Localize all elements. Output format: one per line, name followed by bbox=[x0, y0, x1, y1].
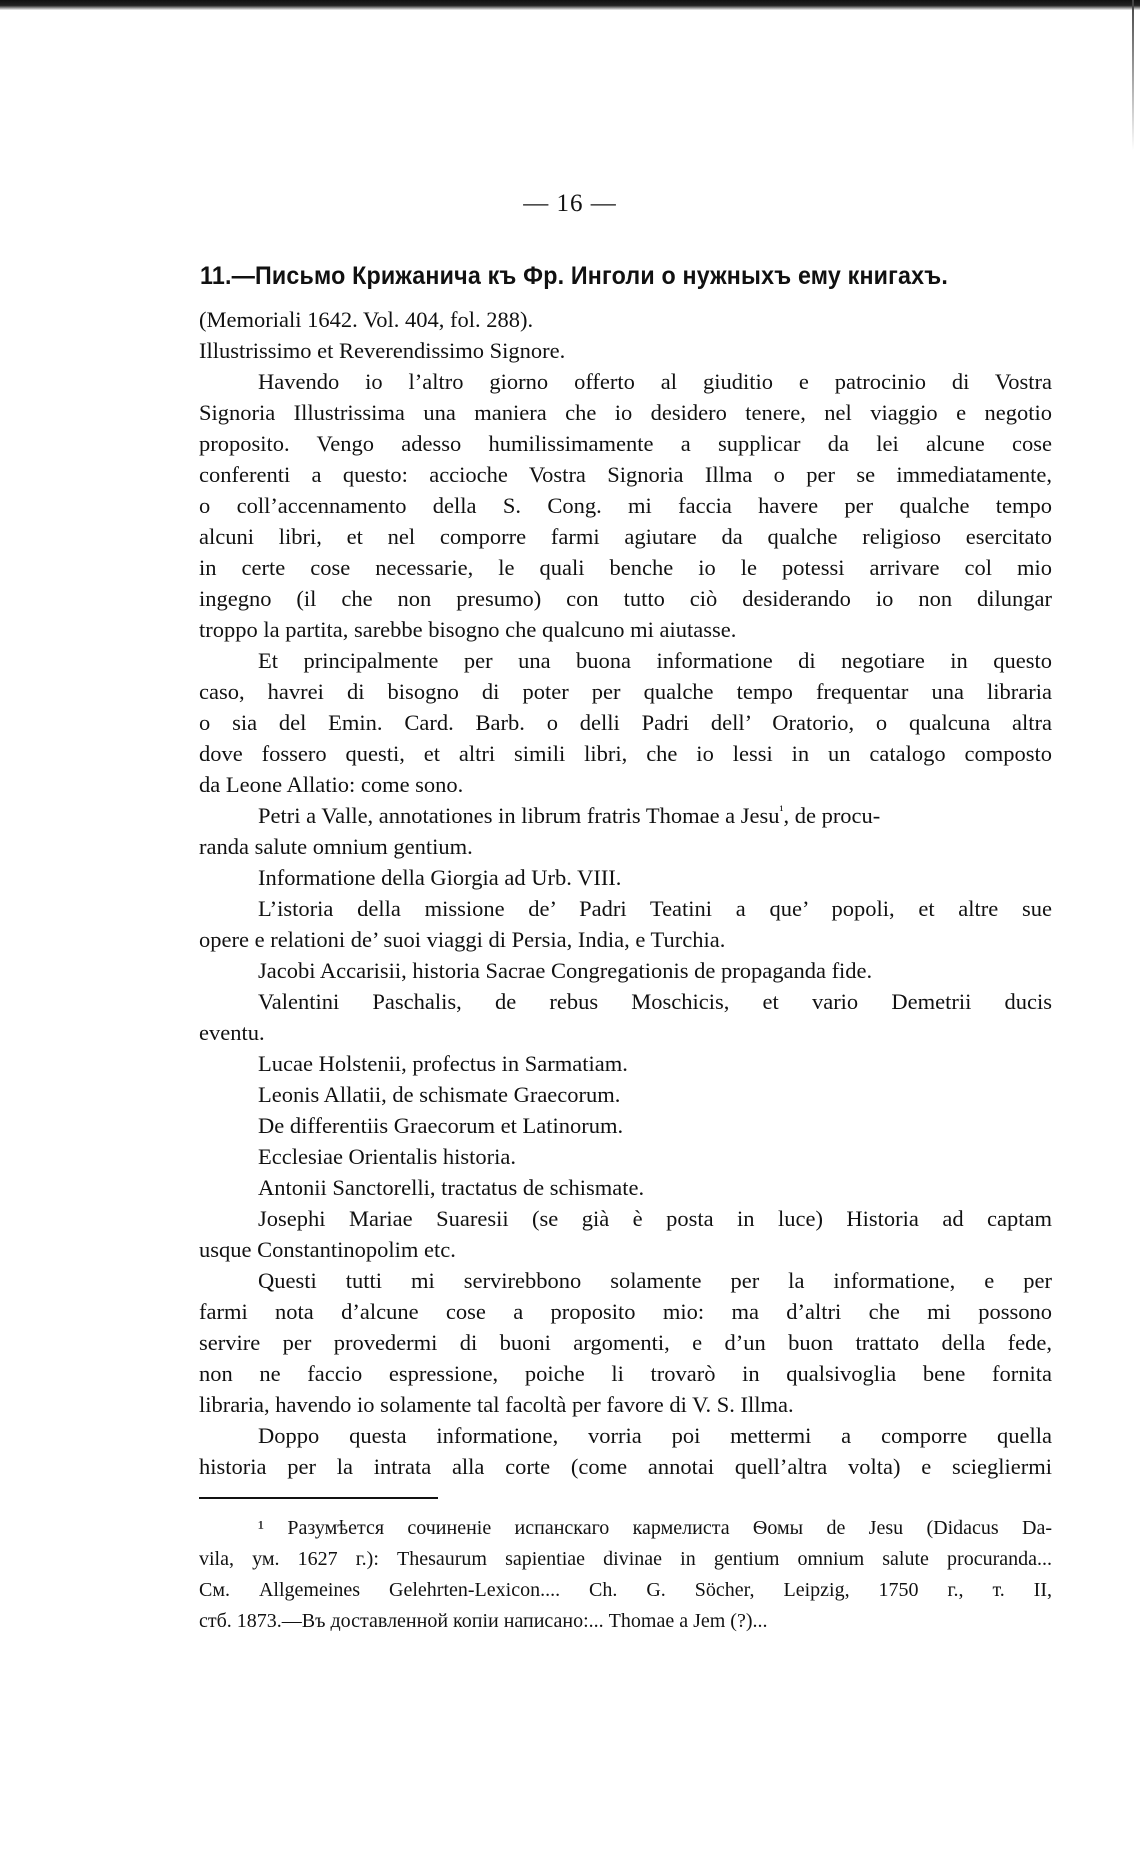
letter-heading: 11.—Письмо Крижанича къ Фр. Инголи о нужныхъ ему книгахъ. bbox=[200, 262, 949, 290]
text-line: Et principalmente per una buona informatione di negotiare in questo bbox=[258, 648, 1052, 673]
letter-body bbox=[199, 304, 1052, 1482]
text-line: Signoria Illustrissima una maniera che io desidero tenere, nel viaggio e negotio bbox=[199, 400, 1052, 425]
text-line: o sia del Emin. Card. Barb. o delli Padri dell’ Oratorio, o qualcuna altra bbox=[199, 710, 1052, 735]
text-line: opere e relationi de’ suoi viaggi di Persia, India, e Turchia. bbox=[199, 927, 726, 952]
text-line: Ecclesiae Orientalis historia. bbox=[258, 1144, 517, 1169]
text-line: ingegno (il che non presumo) con tutto ciò desiderando io non dilungar bbox=[199, 586, 1052, 611]
salutation: Illustrissimo et Reverendissimo Signore. bbox=[199, 338, 566, 363]
scan-right-edge bbox=[1132, 0, 1134, 150]
text-line: Valentini Paschalis, de rebus Moschicis, et vario Demetrii ducis bbox=[258, 989, 1052, 1014]
text-line: Informatione della Giorgia ad Urb. VIII. bbox=[258, 865, 622, 890]
text-line: Questi tutti mi servirebbono solamente per la informatione, e per bbox=[258, 1268, 1052, 1293]
footnote-line: ¹ Разумѣется сочиненіе испанскаго кармелиста Ѳомы de Jesu (Didacus Da- bbox=[258, 1517, 1052, 1539]
text-line: caso, havrei di bisogno di poter per qualche tempo frequentar una libraria bbox=[199, 679, 1052, 704]
footnote-line: стб. 1873.—Въ доставленной копіи написано:... Thomae a Jem (?)... bbox=[199, 1610, 768, 1632]
text-line: Doppo questa informatione, vorria poi mettermi a comporre quella bbox=[258, 1423, 1052, 1448]
text-line: Antonii Sanctorelli, tractatus de schismate. bbox=[258, 1175, 645, 1200]
footnote bbox=[199, 1513, 1052, 1637]
footnote-line: См. Allgemeines Gelehrten-Lexicon.... Ch. G. Söcher, Leipzig, 1750 г., т. II, bbox=[199, 1579, 1052, 1601]
text-line: eventu. bbox=[199, 1020, 265, 1045]
text-line: Jacobi Accarisii, historia Sacrae Congregationis de propaganda fide. bbox=[258, 958, 873, 983]
text-line: conferenti a questo: accioche Vostra Signoria Illma o per se immediatamente, bbox=[199, 462, 1052, 487]
text-line: historia per la intrata alla corte (come annotai quell’altra volta) e sciegliermi bbox=[199, 1454, 1052, 1479]
footnote-line: vila, ум. 1627 г.): Thesaurum sapientiae divinae in gentium omnium salute procuranda... bbox=[199, 1548, 1052, 1570]
text-line: dove fossero questi, et altri simili libri, che io lessi in un catalogo composto bbox=[199, 741, 1052, 766]
text-line: o coll’accennamento della S. Cong. mi faccia havere per qualche tempo bbox=[199, 493, 1052, 518]
text-line: farmi nota d’alcune cose a proposito mio: ma d’altri che mi possono bbox=[199, 1299, 1052, 1324]
scan-top-edge bbox=[0, 0, 1140, 10]
text-line: Josephi Mariae Suaresii (se già è posta in luce) Historia ad captam bbox=[258, 1206, 1052, 1231]
text-line: alcuni libri, et nel comporre farmi agiutare da qualche religioso esercitato bbox=[199, 524, 1052, 549]
text-line: in certe cose necessarie, le quali benche io le potessi arrivare col mio bbox=[199, 555, 1052, 580]
text-line: Leonis Allatii, de schismate Graecorum. bbox=[258, 1082, 621, 1107]
text-line: libraria, havendo io solamente tal facoltà per favore di V. S. Illma. bbox=[199, 1392, 794, 1417]
text-line: usque Constantinopolim etc. bbox=[199, 1237, 456, 1262]
text-line: randa salute omnium gentium. bbox=[199, 834, 473, 859]
text-line: proposito. Vengo adesso humilissimamente a supplicar da lei alcune cose bbox=[199, 431, 1052, 456]
source-reference: (Memoriali 1642. Vol. 404, fol. 288). bbox=[199, 307, 534, 332]
text-line: troppo la partita, sarebbe bisogno che qualcuno mi aiutasse. bbox=[199, 617, 737, 642]
text-line: De differentiis Graecorum et Latinorum. bbox=[258, 1113, 624, 1138]
text-line: da Leone Allatio: come sono. bbox=[199, 772, 464, 797]
text-line: L’istoria della missione de’ Padri Teatini a que’ popoli, et altre sue bbox=[258, 896, 1052, 921]
footnote-marker: ¹ bbox=[779, 802, 784, 818]
text-line: servire per provedermi di buoni argomenti, e d’un buon trattato della fede, bbox=[199, 1330, 1052, 1355]
footnote-divider bbox=[199, 1497, 438, 1499]
text-line: non ne faccio espressione, poiche li trovarò in qualsivoglia bene fornita bbox=[199, 1361, 1052, 1386]
text-line bbox=[199, 800, 1052, 831]
text-line: Lucae Holstenii, profectus in Sarmatiam. bbox=[258, 1051, 628, 1076]
page-number: — 16 — bbox=[523, 190, 617, 217]
text-segment: Petri a Valle, annotationes in librum fratris Thomae a Jesu bbox=[258, 803, 780, 828]
text-line: Havendo io l’altro giorno offerto al giuditio e patrocinio di Vostra bbox=[258, 369, 1052, 394]
text-segment: , de procu- bbox=[783, 803, 881, 828]
